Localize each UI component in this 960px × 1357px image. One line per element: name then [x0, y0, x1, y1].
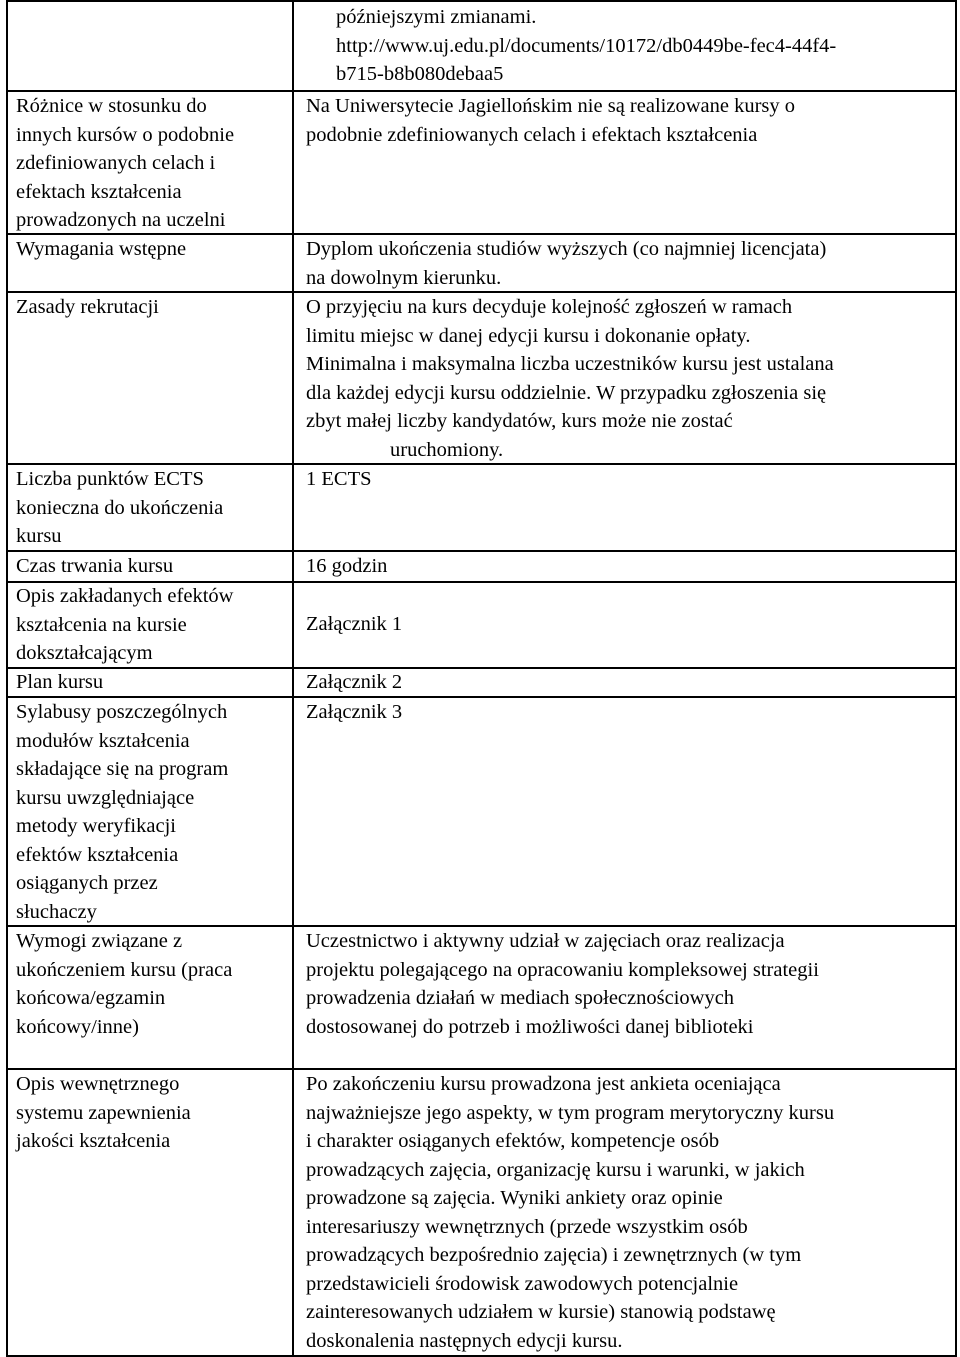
cell-text: końcowy/inne)	[16, 1015, 139, 1038]
row-label	[16, 92, 234, 235]
cell-text: kursu	[16, 525, 62, 547]
cell-text: prowadzących zajęcia, organizację kursu i warunki, w jakich	[306, 1158, 805, 1181]
row-value	[306, 668, 402, 697]
row-label	[16, 465, 223, 551]
cell-text: osiąganych przez	[16, 872, 158, 894]
cell-text: kursu uwzględniające	[16, 786, 195, 809]
cell-text: Dyplom ukończenia studiów wyższych (co najmniej licencjata)	[306, 238, 827, 260]
row-value	[306, 610, 402, 639]
cell-text: kształcenia na kursie	[16, 613, 187, 636]
column-divider	[292, 0, 294, 1357]
cell-text: i charakter osiąganych efektów, kompetencje osób	[306, 1130, 720, 1152]
cell-text: zainteresowanych udziałem w kursie) stanowią podstawę	[306, 1301, 776, 1323]
cell-text: późniejszymi zmianami.	[336, 6, 537, 28]
cell-text: Opis zakładanych efektów	[16, 585, 234, 607]
cell-text: systemu zapewnienia	[16, 1101, 191, 1124]
cell-text: końcowa/egzamin	[16, 987, 166, 1009]
cell-text: http://www.uj.edu.pl/documents/10172/db0449be-fec4-44f4-	[336, 34, 837, 57]
cell-text: Różnice w stosunku do	[16, 95, 207, 117]
cell-text: dla każdej edycji kursu oddzielnie. W przypadku zgłoszenia się	[306, 381, 827, 404]
cell-text: modułów kształcenia	[16, 729, 190, 752]
cell-text: innych kursów o podobnie	[16, 123, 235, 146]
row-value	[306, 235, 826, 292]
cell-text: słuchaczy	[16, 900, 97, 923]
cell-text: konieczna do ukończenia	[16, 496, 224, 519]
row-label	[16, 1070, 191, 1156]
cell-text: metody weryfikacji	[16, 815, 176, 837]
cell-text: na dowolnym kierunku.	[306, 266, 502, 289]
cell-text: prowadzenia działań w mediach społecznościowych	[306, 987, 735, 1009]
row-label	[16, 552, 173, 581]
cell-text: Opis wewnętrznego	[16, 1073, 180, 1095]
row-value	[306, 293, 834, 464]
cell-text: 16 godzin	[306, 555, 388, 577]
cell-text: składające się na program	[16, 758, 229, 780]
cell-text: b715-b8b080debaa5	[336, 63, 504, 85]
row-value	[306, 927, 819, 1041]
cell-text: Załącznik 2	[306, 671, 403, 693]
cell-text: Załącznik 1	[306, 613, 403, 635]
row-label	[16, 668, 103, 697]
row-label	[16, 698, 228, 926]
cell-text: dokształcającym	[16, 642, 153, 664]
cell-text: Uczestnictwo i aktywny udział w zajęciach oraz realizacja	[306, 930, 785, 952]
row-label	[16, 293, 159, 322]
cell-text: prowadzących bezpośrednio zajęcia) i zewnętrznych (w tym	[306, 1244, 802, 1266]
cell-text: Plan kursu	[16, 671, 104, 693]
cell-text: dostosowanej do potrzeb i możliwości danej biblioteki	[306, 1015, 754, 1038]
cell-text: Wymogi związane z	[16, 930, 183, 952]
cell-text: doskonalenia następnych edycji kursu.	[306, 1329, 623, 1352]
cell-text: Liczba punktów ECTS	[16, 468, 204, 490]
cell-text: najważniejsze jego aspekty, w tym program merytoryczny kursu	[306, 1101, 835, 1124]
cell-text: interesariuszy wewnętrznych (przede wszystkim osób	[306, 1215, 748, 1238]
cell-text: limitu miejsc w danej edycji kursu i dokonanie opłaty.	[306, 324, 751, 347]
cell-text: Minimalna i maksymalna liczba uczestników kursu jest ustalana	[306, 353, 834, 375]
cell-text: efektów kształcenia	[16, 843, 179, 866]
row-value	[306, 552, 387, 581]
row-label	[16, 235, 186, 264]
cell-text: przedstawicieli środowisk zawodowych potencjalnie	[306, 1272, 739, 1295]
row-value	[306, 698, 402, 727]
cell-text: Sylabusy poszczególnych	[16, 701, 228, 723]
cell-text: Zasady rekrutacji	[16, 296, 159, 318]
cell-text: zbyt małej liczby kandydatów, kurs może nie zostać	[306, 410, 733, 432]
row-value	[306, 1070, 834, 1355]
cell-text: Wymagania wstępne	[16, 238, 187, 260]
cell-text: projektu polegającego na opracowaniu kompleksowej strategii	[306, 958, 819, 981]
cell-text: uruchomiony.	[390, 438, 504, 461]
cell-text: efektach kształcenia	[16, 180, 182, 203]
table-border-top	[6, 0, 956, 2]
cell-text: zdefiniowanych celach i	[16, 152, 216, 174]
cell-text: podobnie zdefiniowanych celach i efektach kształcenia	[306, 123, 758, 146]
table-row	[336, 3, 836, 89]
table-border-right	[955, 0, 957, 1357]
cell-text: Załącznik 3	[306, 701, 403, 723]
cell-text: prowadzonych na uczelni	[16, 209, 226, 231]
cell-text: Na Uniwersytecie Jagiellońskim nie są realizowane kursy o	[306, 95, 795, 117]
cell-text: jakości kształcenia	[16, 1130, 171, 1152]
cell-text: Czas trwania kursu	[16, 555, 174, 577]
cell-text: Po zakończeniu kursu prowadzona jest ankieta oceniająca	[306, 1073, 781, 1095]
row-label	[16, 927, 232, 1041]
table-border-left	[6, 0, 8, 1357]
row-value	[306, 465, 372, 494]
row-label	[16, 582, 233, 668]
cell-text: ukończeniem kursu (praca	[16, 958, 233, 981]
cell-text: prowadzone są zajęcia. Wyniki ankiety oraz opinie	[306, 1187, 723, 1209]
cell-text: O przyjęciu na kurs decyduje kolejność zgłoszeń w ramach	[306, 296, 793, 318]
cell-text: 1 ECTS	[306, 468, 372, 490]
row-value	[306, 92, 795, 149]
